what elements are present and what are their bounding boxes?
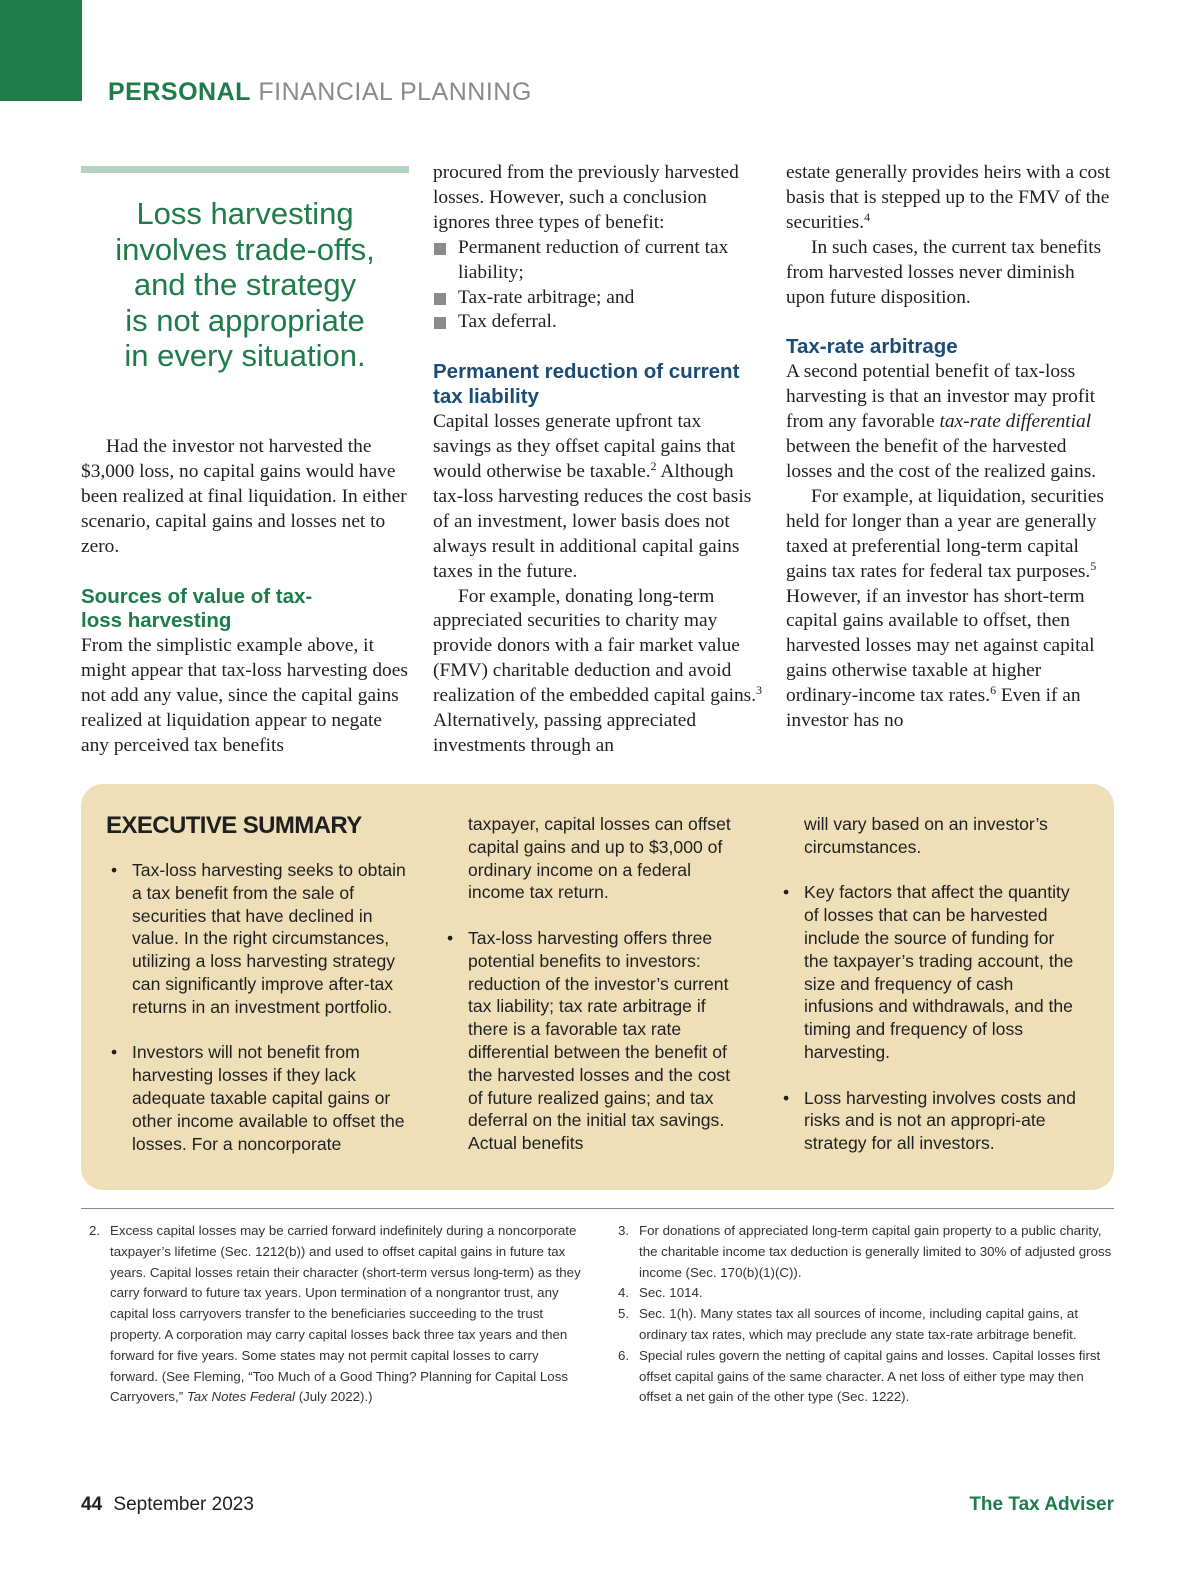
footnote-ref: 6 <box>990 683 997 698</box>
executive-summary-list <box>106 859 406 1155</box>
footnote-number: 6. <box>618 1347 630 1363</box>
pull-quote-line: in every situation. <box>124 338 366 373</box>
executive-summary-column-1 <box>106 812 406 1178</box>
pull-quote-line: Loss harvesting <box>136 196 354 231</box>
text-run: between the benefit of the harvested losses and the cost of the realized gains. <box>786 436 1097 482</box>
footnote-text: (July 2022).) <box>295 1389 373 1405</box>
footnote-text: Sec. 1(h). Many states tax all sources of income, including capital gains, at ordinary tax rates, which may preclude any state tax-rate arbitrage benefit. <box>639 1306 1079 1342</box>
footnote-text: Excess capital losses may be carried forward indefinitely during a noncorporate taxpayer’s lifetime (Sec. 1212(b)) and used to offset capital gains in future tax years. Capital losses retain their character (short-term versus long-term) as they carry forward to future tax years. Upon termination of a nongrantor trust, any capital loss carryovers transfer to the beneficiaries succeeding to the trust property. A corporation may carry capital losses back three tax years and then forward for five years. Some states may not permit capital losses to carry forward. (See Fleming, “Too Much of a Good Thing? Planning for Capital Loss Carryovers,” <box>110 1223 581 1405</box>
heading-line: tax liability <box>433 385 539 409</box>
footnote <box>81 1221 581 1408</box>
footnote-ref: 2 <box>650 458 657 473</box>
executive-summary-title: EXECUTIVE SUMMARY <box>106 812 362 839</box>
heading-line: Permanent reduction of current <box>433 360 740 384</box>
continued-text: will vary based on an investor’s circumstances. <box>804 814 1048 857</box>
footnote-text: For donations of appreciated long-term capital gain property to a public charity, the charitable income tax deduction is generally limited to 30% of adjusted gross income (Sec. 170(b)(1)(C)). <box>639 1223 1112 1280</box>
heading-line: loss harvesting <box>81 609 232 633</box>
body-paragraph <box>786 485 1116 734</box>
executive-summary-column-3 <box>778 813 1078 1178</box>
list-item: Permanent reduction of current tax liability; <box>433 236 763 286</box>
footnote <box>610 1221 1114 1283</box>
footnotes-right <box>610 1221 1114 1408</box>
header-color-block <box>0 0 82 101</box>
body-paragraph: procured from the previously harvested losses. However, such a conclusion ignores three types of benefit: <box>433 162 739 233</box>
page-number: 44 <box>81 1494 103 1515</box>
footnote <box>610 1304 1114 1346</box>
body-column-3 <box>786 161 1116 734</box>
section-label-light: FINANCIAL PLANNING <box>258 78 532 106</box>
pull-quote-line: involves trade-offs, <box>115 231 375 267</box>
section-label-bold: PERSONAL <box>108 78 251 106</box>
emphasis: Tax Notes Federal <box>186 1389 295 1405</box>
list-item: Tax deferral. <box>433 310 763 335</box>
list-item: Tax-rate arbitrage; and <box>433 286 763 311</box>
pull-quote-line: and the strategy <box>133 267 357 302</box>
executive-summary-column-2 <box>442 813 742 1178</box>
text-run: Even if an investor has no <box>786 685 1081 732</box>
heading-line: Sources of value of tax- <box>81 584 313 608</box>
page-footer-left <box>81 1494 254 1516</box>
text-run: Alternatively, passing appreciated investments through an <box>433 710 697 756</box>
list-item: • Investors will not benefit from harvesting losses if they lack adequate taxable capital gains or other income available to offset the losses. For a noncorporate <box>106 1041 406 1155</box>
section-heading-permanent-reduction <box>433 360 763 410</box>
executive-summary-list <box>778 881 1078 1155</box>
body-paragraph <box>433 410 763 584</box>
emphasis: tax-rate differential <box>939 411 1092 433</box>
executive-summary-list <box>442 927 742 1155</box>
text-run: However, if an investor has short-term capital gains available to offset, then harvested losses may net against capital gains otherwise taxable at higher ordinary-income tax rates. <box>786 585 1095 707</box>
footnotes-left <box>81 1221 581 1408</box>
benefit-list <box>433 236 763 336</box>
text-run: A second potential benefit of tax-loss harvesting is that an investor may profit from any favorable <box>786 361 1096 433</box>
body-paragraph <box>433 585 763 759</box>
footnote-number: 2. <box>89 1223 101 1238</box>
pull-quote <box>81 196 409 374</box>
pull-quote-rule <box>81 166 409 173</box>
text-run: For example, donating long-term appreciated securities to charity may provide donors with a fair market value (FMV) charitable deduction and avoid realization of the embedded capital gains. <box>433 585 757 707</box>
footnote-number: 5. <box>618 1306 630 1322</box>
footnote-number: 3. <box>618 1223 630 1238</box>
body-column-2 <box>433 161 763 759</box>
footnote <box>610 1346 1114 1408</box>
list-item: • Key factors that affect the quantity of losses that can be harvested include the source of funding for the taxpayer’s trading account, the size and frequency of cash infusions and withdrawals, and the timing and frequency of loss harvesting. <box>778 881 1078 1063</box>
footnote-rule <box>81 1208 1114 1209</box>
footnote-ref: 4 <box>864 209 871 224</box>
section-heading-sources <box>81 585 411 635</box>
text-run: Although tax-loss harvesting reduces the cost basis of an investment, lower basis does not always result in additional capital gains taxes in the future. <box>433 460 752 582</box>
body-paragraph: From the simplistic example above, it might appear that tax-loss harvesting does not add any value, since the capital gains realized at liquidation appear to negate any perceived tax benefits <box>81 635 408 756</box>
section-heading-tax-rate-arbitrage: Tax-rate arbitrage <box>786 335 958 359</box>
section-label <box>108 78 532 107</box>
publication-name: The Tax Adviser <box>969 1494 1114 1515</box>
body-paragraph: In such cases, the current tax benefits from harvested losses never diminish upon future disposition. <box>786 236 1102 308</box>
text-run: For example, at liquidation, securities held for longer than a year are generally taxed at preferential long-term capital gains tax rates for federal tax purposes. <box>786 485 1104 582</box>
list-item: • Loss harvesting involves costs and risks and is not an appropri-ate strategy for all investors. <box>778 1087 1078 1155</box>
issue-date: September 2023 <box>113 1494 254 1515</box>
body-paragraph <box>786 161 1116 236</box>
pull-quote-line: is not appropriate <box>125 302 365 338</box>
footnote-number: 4. <box>618 1285 630 1301</box>
continued-text: taxpayer, capital losses can offset capital gains and up to $3,000 of ordinary income on a federal income tax return. <box>468 814 731 903</box>
footnote-list <box>610 1221 1114 1408</box>
footnote-ref: 3 <box>756 683 763 698</box>
footnote-ref: 5 <box>1090 558 1097 573</box>
footnote-text: Sec. 1014. <box>639 1285 703 1301</box>
body-paragraph <box>786 360 1116 485</box>
footnote-text: Special rules govern the netting of capital gains and losses. Capital losses first offset capital gains of the same character. A net loss of either type may then offset a net gain of the other type (Sec. 1222). <box>639 1347 1101 1405</box>
body-column-1 <box>81 435 411 759</box>
text-run: Capital losses generate upfront tax savings as they offset capital gains that would otherwise be taxable. <box>433 411 736 482</box>
footnote-list <box>81 1221 581 1408</box>
list-item: • Tax-loss harvesting offers three potential benefits to investors: reduction of the investor’s current tax liability; tax rate arbitrage if there is a favorable tax rate differential between the benefit of the harvested losses and the cost of future realized gains; and tax deferral on the initial tax savings. Actual benefits <box>442 927 742 1155</box>
text-run: estate generally provides heirs with a cost basis that is stepped up to the FMV of the securities. <box>786 162 1111 233</box>
footnote <box>610 1283 1114 1304</box>
list-item: • Tax-loss harvesting seeks to obtain a tax benefit from the sale of securities that have declined in value. In the right circumstances, utilizing a loss harvesting strategy can significantly improve after-tax returns in an investment portfolio. <box>106 859 406 1019</box>
body-paragraph: Had the investor not harvested the $3,000 loss, no capital gains would have been realized at final liquidation. In either scenario, capital gains and losses net to zero. <box>81 436 407 557</box>
